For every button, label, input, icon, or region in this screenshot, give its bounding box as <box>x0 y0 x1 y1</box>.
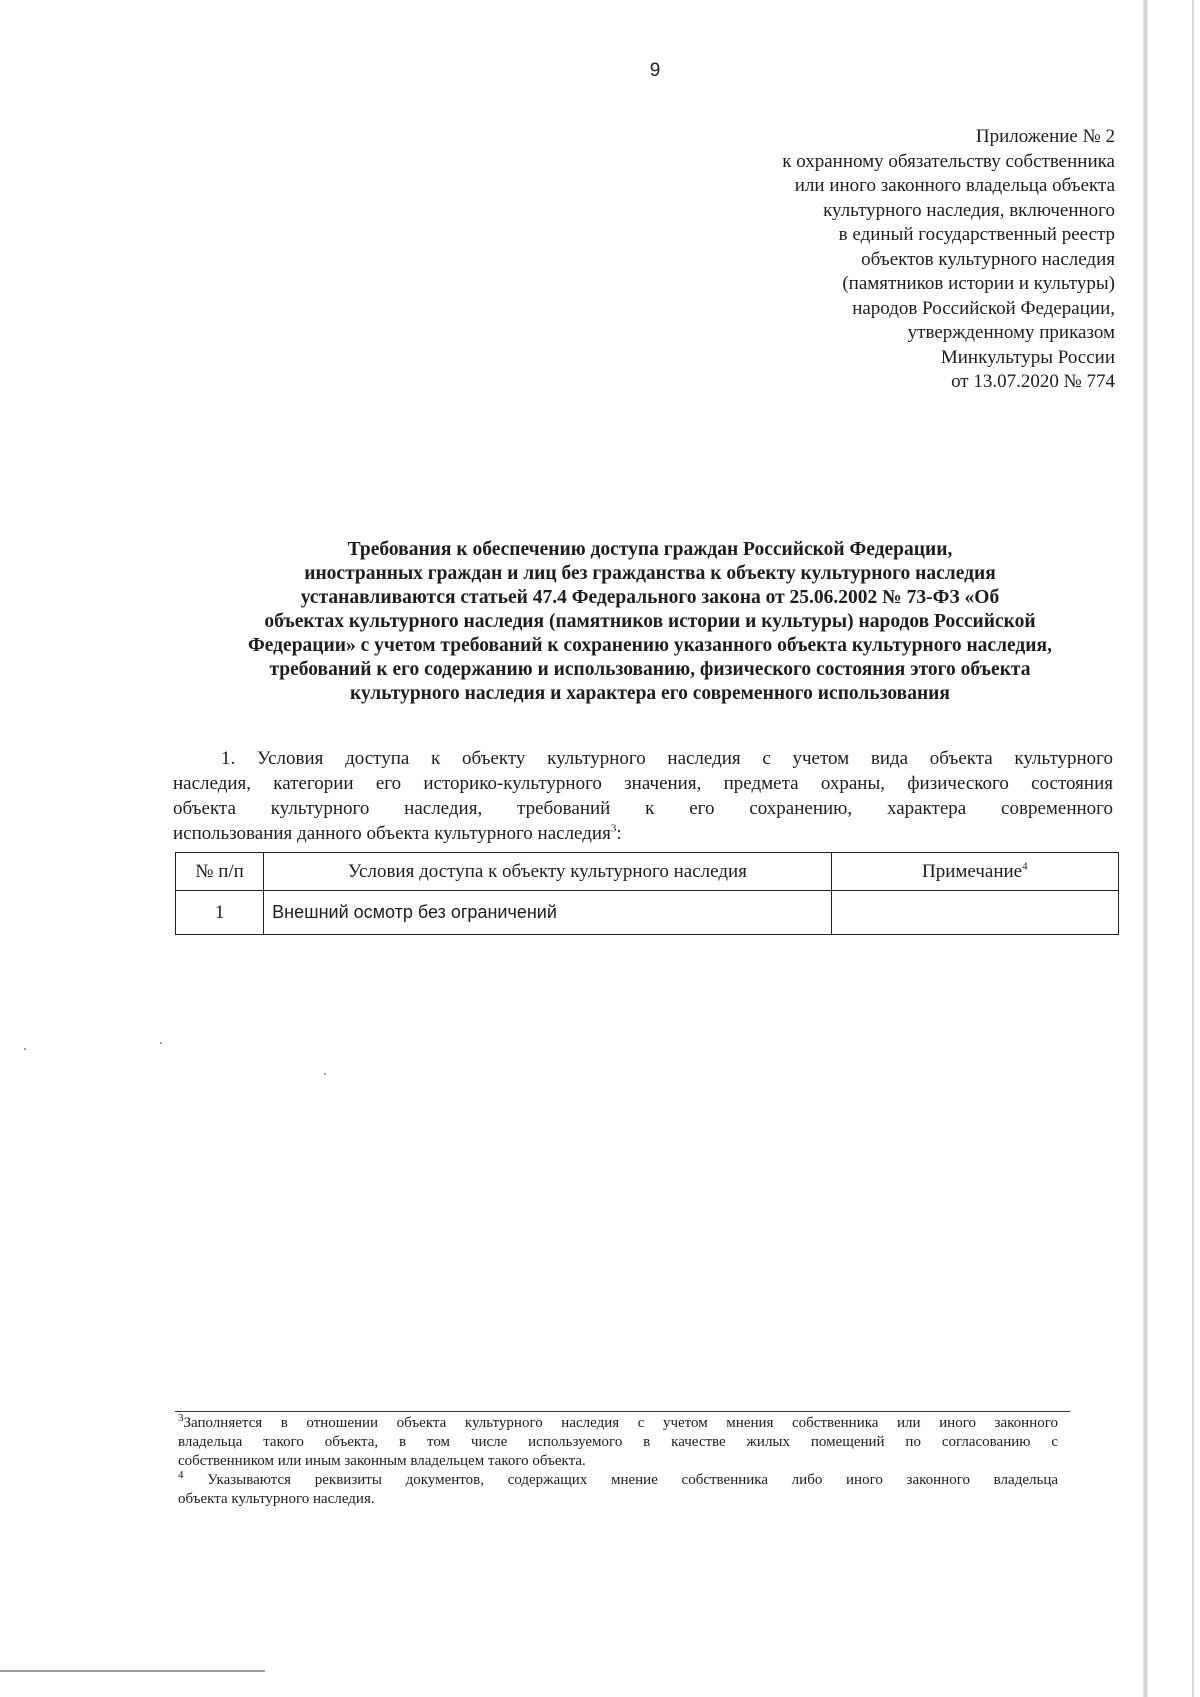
footnote-mark-4: 4 <box>178 1469 184 1481</box>
appendix-line: культурного наследия, включенного <box>823 199 1115 221</box>
appendix-header <box>555 125 1115 395</box>
paragraph-last-line <box>173 821 1113 846</box>
title-line: требований к его содержанию и использованию, физического состояния этого объекта <box>269 659 1031 680</box>
paragraph-line: использования данного объекта культурного наследия <box>173 823 611 844</box>
header-number: № п/п <box>176 853 264 891</box>
title-line: устанавливаются статьей 47.4 Федерального закона от 25.06.2002 № 73-ФЗ «Об <box>300 587 1000 608</box>
access-conditions-table <box>175 852 1119 935</box>
scan-speck <box>24 1048 26 1050</box>
footnote-text: владельца такого объекта, в том числе используемого в качестве жилых помещений по согласованию с <box>178 1434 1058 1450</box>
title-line: объектах культурного наследия (памятников истории и культуры) народов Российской <box>264 611 1036 632</box>
appendix-line: или иного законного владельца объекта <box>794 175 1115 196</box>
footnote-4-line <box>178 1471 1058 1490</box>
title-line: культурного наследия и характера его современного использования <box>350 683 950 704</box>
appendix-line: к охранному обязательству собственника <box>782 150 1115 172</box>
header-note-label: Примечание <box>921 860 1023 882</box>
appendix-line: объектов культурного наследия <box>861 248 1115 270</box>
footnote-text: собственником или иным законным владельцем такого объекта. <box>178 1453 586 1469</box>
scan-speck <box>160 1042 162 1044</box>
paragraph-colon: : <box>616 823 622 844</box>
appendix-line: народов Российской Федерации, <box>852 297 1115 319</box>
paragraph-line: объекта культурного наследия, требований к его сохранению, характера современного <box>173 798 1113 819</box>
appendix-line: утвержденному приказом <box>907 322 1115 343</box>
paragraph-line: наследия, категории его историко-культурного значения, предмета охраны, физического состояния <box>173 773 1113 794</box>
page-number: 9 <box>649 60 661 81</box>
header-conditions: Условия доступа к объекту культурного наследия <box>264 853 831 891</box>
title-line: Требования к обеспечению доступа граждан Российской Федерации, <box>347 539 953 560</box>
appendix-line: (памятников истории и культуры) <box>842 273 1115 294</box>
appendix-line: Минкультуры России <box>940 346 1115 368</box>
title-line: иностранных граждан и лиц без гражданства к объекту культурного наследия <box>304 563 996 584</box>
appendix-line: в единый государственный реестр <box>838 224 1115 245</box>
scan-speck <box>324 1073 326 1075</box>
scan-edge-line <box>1192 0 1194 1697</box>
appendix-line: от 13.07.2020 № 774 <box>951 371 1115 392</box>
footnote-separator <box>175 1411 1070 1412</box>
footnotes <box>178 1414 1058 1509</box>
header-note <box>831 853 1118 891</box>
document-title <box>180 538 1120 706</box>
row-note <box>831 891 1118 935</box>
footnote-ref-4[interactable]: 4 <box>1022 860 1028 873</box>
scan-bottom-line <box>0 1670 265 1672</box>
footnote-mark-3: 3 <box>178 1412 184 1424</box>
footnote-ref-3[interactable]: 3 <box>610 822 617 835</box>
footnote-text: объекта культурного наследия. <box>178 1491 375 1507</box>
title-line: Федерации» с учетом требований к сохранению указанного объекта культурного наследия, <box>248 635 1052 656</box>
footnote-text: Заполняется в отношении объекта культурного наследия с учетом мнения собственника или иного законного <box>183 1415 1058 1431</box>
footnote-text: Указываются реквизиты документов, содержащих мнение собственника либо иного законного владельца <box>207 1472 1058 1488</box>
table-header-row <box>176 853 1119 891</box>
paragraph-line: 1. Условия доступа к объекту культурного наследия с учетом вида объекта культурного <box>221 748 1113 769</box>
row-number: 1 <box>176 891 264 935</box>
row-conditions: Внешний осмотр без ограничений <box>264 891 831 935</box>
access-conditions-paragraph <box>173 746 1113 846</box>
footnote-3-line <box>178 1414 1058 1433</box>
appendix-line: Приложение № 2 <box>975 126 1115 147</box>
scan-edge-shadow <box>1143 0 1148 1697</box>
table-row <box>176 891 1119 935</box>
